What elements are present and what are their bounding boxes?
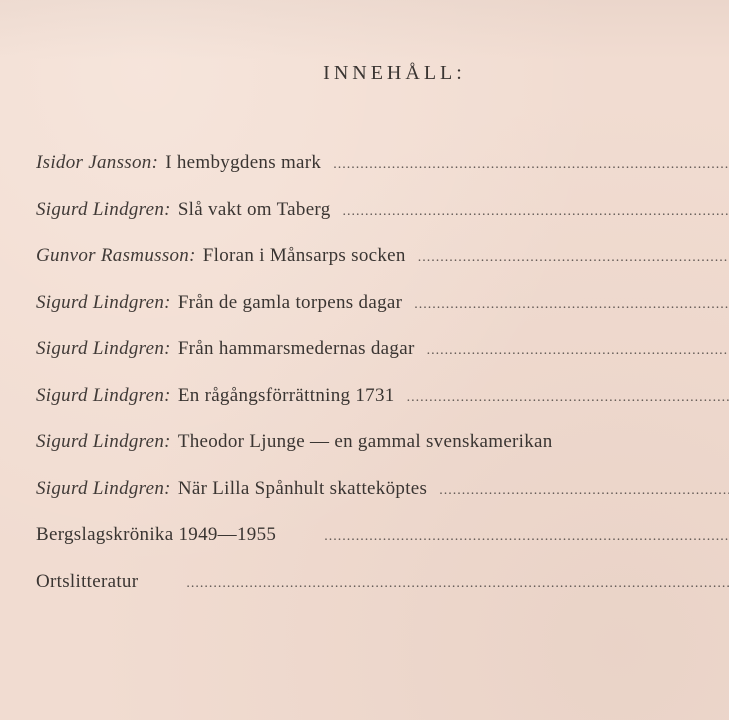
entry-title: En rågångsförrättning 1731 (177, 384, 395, 406)
dot-leader (324, 529, 729, 545)
show-through-bleed (0, 0, 729, 60)
entry-title: När Lilla Spånhult skatteköptes (177, 477, 428, 499)
dot-leader (343, 204, 729, 220)
entry-author: Gunvor Rasmusson: (36, 245, 196, 267)
entry-title: Floran i Månsarps socken (202, 245, 406, 267)
dot-leader (407, 390, 729, 406)
entry-author: Sigurd Lindgren: (36, 384, 171, 406)
entry-author: Sigurd Lindgren: (36, 338, 171, 360)
toc-entry (36, 373, 729, 420)
entry-author: Isidor Jansson: (36, 152, 159, 174)
toc-entry (36, 512, 729, 559)
entry-author: Sigurd Lindgren: (36, 198, 171, 220)
entry-title: Bergslagskrönika 1949—1955 (36, 524, 277, 546)
toc-entry (36, 419, 729, 466)
entry-author: Sigurd Lindgren: (36, 431, 171, 453)
dot-leader (333, 157, 729, 173)
dot-leader (439, 483, 729, 499)
entry-author: Sigurd Lindgren: (36, 477, 171, 499)
toc-entry (36, 466, 729, 513)
entry-title: Slå vakt om Taberg (177, 198, 331, 220)
entry-title: Theodor Ljunge — en gammal svenskamerikan (177, 431, 553, 453)
entry-author: Sigurd Lindgren: (36, 291, 171, 313)
toc-entry (36, 233, 729, 280)
dot-leader (427, 343, 729, 359)
toc-entry (36, 326, 729, 373)
entry-title: Från hammarsmedernas dagar (177, 338, 415, 360)
entry-title: Från de gamla torpens dagar (177, 291, 403, 313)
toc-entry (36, 187, 729, 234)
dot-leader (418, 250, 729, 266)
contents-heading: INNEHÅLL: (323, 62, 466, 84)
toc-entry (36, 559, 729, 606)
dot-leader (186, 576, 729, 592)
toc-entry (36, 280, 729, 327)
entry-title: Ortslitteratur (36, 570, 139, 592)
toc-entry (36, 140, 729, 187)
table-of-contents (36, 140, 729, 605)
entry-title: I hembygdens mark (165, 152, 322, 174)
dot-leader (414, 297, 729, 313)
